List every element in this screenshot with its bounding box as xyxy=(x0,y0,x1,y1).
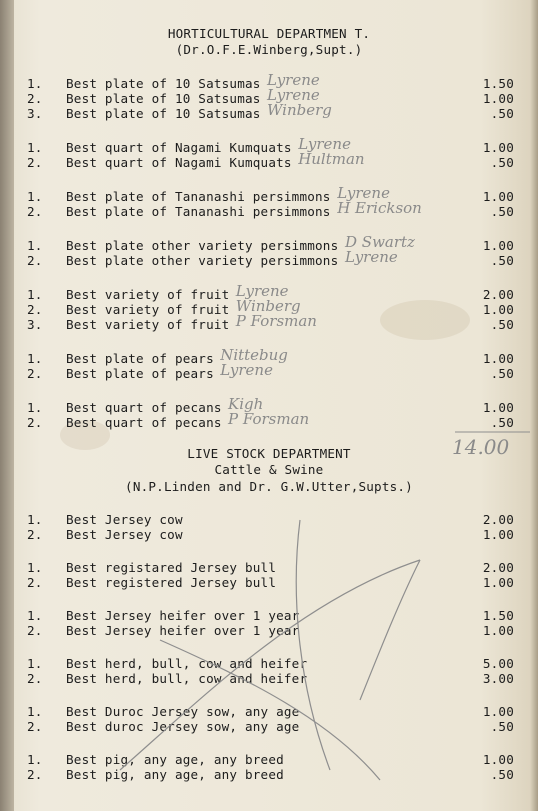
prize-amount: .50 xyxy=(490,155,514,170)
prize-description: Best Jersey heifer over 1 year xyxy=(66,623,300,638)
prize-number: 2. xyxy=(27,575,43,590)
horticultural-title: HORTICULTURAL DEPARTMEN T. xyxy=(167,26,371,41)
prize-row xyxy=(0,752,538,767)
prize-amount: 1.00 xyxy=(482,302,514,317)
prize-amount: 1.00 xyxy=(482,400,514,415)
livestock-superintendents: (N.P.Linden and Dr. G.W.Utter,Supts.) xyxy=(125,479,413,494)
prize-description: Best pig, any age, any breed xyxy=(66,767,284,782)
prize-description: Best registared Jersey bull xyxy=(66,560,277,575)
prize-number: 2. xyxy=(27,253,43,268)
prize-row xyxy=(0,575,538,590)
prize-amount: .50 xyxy=(490,317,514,332)
prize-row xyxy=(0,527,538,542)
prize-amount: 1.00 xyxy=(482,91,514,106)
prize-row xyxy=(0,233,538,253)
handwritten-winner-name: P Forsman xyxy=(235,312,317,330)
prize-description: Best variety of fruit xyxy=(66,287,230,302)
prize-row xyxy=(0,656,538,671)
prize-row xyxy=(0,199,538,219)
prize-number: 2. xyxy=(27,155,43,170)
prize-row xyxy=(0,719,538,734)
prize-number: 2. xyxy=(27,415,43,430)
prize-row xyxy=(0,512,538,527)
prize-description: Best plate other variety persimmons xyxy=(66,253,339,268)
prize-amount: 1.00 xyxy=(482,238,514,253)
handwritten-winner-name: Hultman xyxy=(298,150,365,168)
prize-description: Best plate of 10 Satsumas xyxy=(66,91,261,106)
prize-amount: .50 xyxy=(490,106,514,121)
prize-number: 2. xyxy=(27,719,43,734)
prize-row xyxy=(0,150,538,170)
handwritten-winner-name: Lyrene xyxy=(267,86,320,104)
prize-description: Best registered Jersey bull xyxy=(66,575,277,590)
prize-description: Best plate other variety persimmons xyxy=(66,238,339,253)
prize-amount: .50 xyxy=(490,767,514,782)
prize-description: Best plate of pears xyxy=(66,351,214,366)
prize-amount: 1.00 xyxy=(482,752,514,767)
prize-amount: 3.00 xyxy=(482,671,514,686)
prize-description: Best plate of Tananashi persimmons xyxy=(66,189,331,204)
prize-number: 1. xyxy=(27,140,43,155)
prize-row xyxy=(0,101,538,121)
prize-amount: 1.00 xyxy=(482,351,514,366)
prize-description: Best herd, bull, cow and heifer xyxy=(66,671,308,686)
prize-number: 1. xyxy=(27,400,43,415)
prize-number: 1. xyxy=(27,287,43,302)
handwritten-total: 14.00 xyxy=(452,435,510,459)
prize-amount: .50 xyxy=(490,366,514,381)
prize-amount: 1.00 xyxy=(482,575,514,590)
handwritten-winner-name: Lyrene xyxy=(235,282,289,300)
prize-number: 2. xyxy=(27,302,43,317)
prize-description: Best quart of Nagami Kumquats xyxy=(66,140,292,155)
prize-number: 1. xyxy=(27,238,43,253)
handwritten-winner-name: Winberg xyxy=(267,101,332,119)
prize-description: Best Jersey cow xyxy=(66,527,183,542)
prize-number: 2. xyxy=(27,91,43,106)
prize-amount: 1.00 xyxy=(482,140,514,155)
prize-description: Best variety of fruit xyxy=(66,302,230,317)
handwritten-winner-name: Lyrene xyxy=(337,184,390,202)
prize-number: 2. xyxy=(27,623,43,638)
handwritten-winner-name: Nittebug xyxy=(220,346,288,364)
prize-amount: 1.00 xyxy=(482,527,514,542)
prize-row xyxy=(0,767,538,782)
handwritten-winner-name: H Erickson xyxy=(337,199,422,217)
prize-description: Best pig, any age, any breed xyxy=(66,752,284,767)
prize-amount: 1.00 xyxy=(482,704,514,719)
handwritten-winner-name: Lyrene xyxy=(298,135,351,153)
prize-number: 2. xyxy=(27,204,43,219)
livestock-subtitle: Cattle & Swine xyxy=(214,462,324,477)
handwritten-winner-name: Lyrene xyxy=(220,361,273,379)
prize-amount: 2.00 xyxy=(482,512,514,527)
prize-row xyxy=(0,608,538,623)
prize-amount: 5.00 xyxy=(482,656,514,671)
prize-number: 1. xyxy=(27,189,43,204)
handwritten-winner-name: P Forsman xyxy=(228,410,310,428)
prize-amount: .50 xyxy=(490,415,514,430)
prize-number: 1. xyxy=(27,560,43,575)
prize-amount: 1.50 xyxy=(482,76,514,91)
horticultural-superintendent: (Dr.O.F.E.Winberg,Supt.) xyxy=(175,42,363,57)
prize-amount: 1.50 xyxy=(482,608,514,623)
prize-number: 2. xyxy=(27,767,43,782)
handwritten-winner-name: Lyrene xyxy=(345,248,398,266)
prize-amount: 1.00 xyxy=(482,623,514,638)
prize-description: Best Jersey cow xyxy=(66,512,183,527)
prize-row xyxy=(0,410,538,430)
prize-amount: 2.00 xyxy=(482,287,514,302)
prize-amount: 2.00 xyxy=(482,560,514,575)
prize-description: Best Duroc Jersey sow, any age xyxy=(66,704,300,719)
prize-number: 2. xyxy=(27,366,43,381)
prize-description: Best plate of Tananashi persimmons xyxy=(66,204,331,219)
prize-description: Best variety of fruit xyxy=(66,317,230,332)
prize-row xyxy=(0,184,538,204)
prize-row xyxy=(0,248,538,268)
prize-row xyxy=(0,671,538,686)
prize-description: Best quart of pecans xyxy=(66,400,222,415)
prize-description: Best plate of pears xyxy=(66,366,214,381)
prize-number: 1. xyxy=(27,704,43,719)
prize-row xyxy=(0,623,538,638)
prize-description: Best quart of Nagami Kumquats xyxy=(66,155,292,170)
prize-row xyxy=(0,312,538,332)
prize-amount: 1.00 xyxy=(482,189,514,204)
prize-amount: .50 xyxy=(490,204,514,219)
handwritten-winner-name: Winberg xyxy=(235,297,301,315)
handwritten-winner-name: Lyrene xyxy=(267,71,320,89)
prize-description: Best plate of 10 Satsumas xyxy=(66,76,261,91)
prize-description: Best duroc Jersey sow, any age xyxy=(66,719,300,734)
prize-number: 1. xyxy=(27,752,43,767)
prize-row xyxy=(0,704,538,719)
handwritten-winner-name: Kigh xyxy=(228,395,264,413)
prize-description: Best Jersey heifer over 1 year xyxy=(66,608,300,623)
prize-number: 2. xyxy=(27,671,43,686)
prize-description: Best quart of pecans xyxy=(66,415,222,430)
prize-amount: .50 xyxy=(490,719,514,734)
prize-amount: .50 xyxy=(490,253,514,268)
prize-row xyxy=(0,560,538,575)
prize-description: Best herd, bull, cow and heifer xyxy=(66,656,308,671)
prize-description: Best plate of 10 Satsumas xyxy=(66,106,261,121)
prize-number: 1. xyxy=(27,76,43,91)
prize-number: 3. xyxy=(27,317,43,332)
prize-number: 1. xyxy=(27,608,43,623)
livestock-title: LIVE STOCK DEPARTMENT xyxy=(187,446,351,461)
handwritten-winner-name: D Swartz xyxy=(345,233,415,251)
prize-number: 1. xyxy=(27,656,43,671)
prize-row xyxy=(0,361,538,381)
prize-number: 3. xyxy=(27,106,43,121)
prize-number: 2. xyxy=(27,527,43,542)
prize-number: 1. xyxy=(27,351,43,366)
prize-number: 1. xyxy=(27,512,43,527)
prize-row xyxy=(0,135,538,155)
